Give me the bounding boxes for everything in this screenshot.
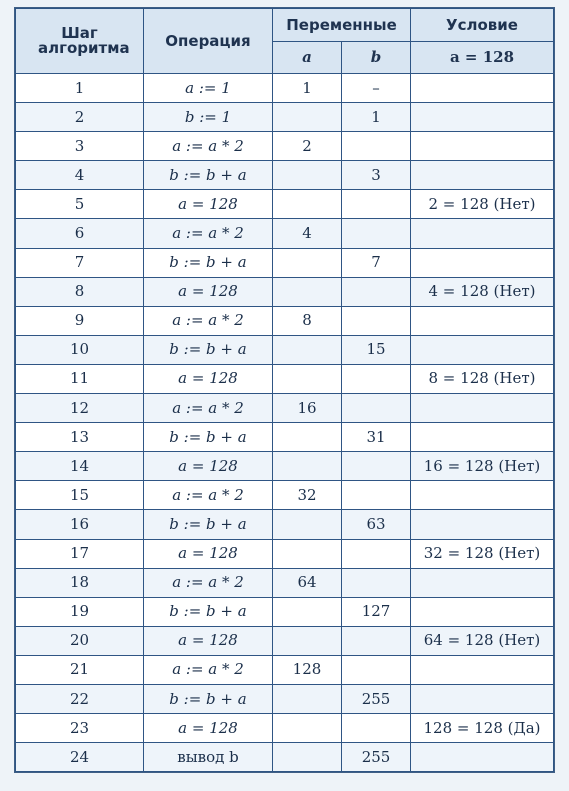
variable-a-cell	[273, 452, 342, 481]
operation-cell: a := a * 2	[144, 394, 273, 423]
operation-cell: вывод b	[144, 743, 273, 772]
variable-a-header: a	[273, 42, 342, 74]
variable-a-cell: 32	[273, 481, 342, 510]
variable-a-cell	[273, 597, 342, 626]
variable-b-cell: 255	[342, 684, 411, 713]
operation-cell: b := b + a	[144, 423, 273, 452]
table-row	[16, 161, 554, 190]
condition-cell	[411, 248, 554, 277]
variable-b-cell	[342, 364, 411, 393]
step-cell: 20	[16, 626, 144, 655]
table-row	[16, 364, 554, 393]
step-cell: 8	[16, 277, 144, 306]
step-cell: 4	[16, 161, 144, 190]
operation-cell: a := a * 2	[144, 132, 273, 161]
condition-cell: 4 = 128 (Нет)	[411, 277, 554, 306]
table-row	[16, 190, 554, 219]
table-row	[16, 423, 554, 452]
operation-cell: b := b + a	[144, 161, 273, 190]
step-cell: 11	[16, 364, 144, 393]
variables-column-header: Переменные	[273, 9, 411, 42]
step-cell: 2	[16, 103, 144, 132]
operation-cell: b := b + a	[144, 684, 273, 713]
operation-cell: a = 128	[144, 626, 273, 655]
step-cell: 16	[16, 510, 144, 539]
operation-cell: a := a * 2	[144, 481, 273, 510]
condition-cell: 16 = 128 (Нет)	[411, 452, 554, 481]
table-row	[16, 510, 554, 539]
condition-cell: 64 = 128 (Нет)	[411, 626, 554, 655]
condition-expression-header: a = 128	[411, 42, 554, 74]
operation-cell: a = 128	[144, 277, 273, 306]
variable-b-cell: 3	[342, 161, 411, 190]
variable-a-cell	[273, 626, 342, 655]
table-row	[16, 684, 554, 713]
condition-cell	[411, 394, 554, 423]
operation-cell: b := b + a	[144, 248, 273, 277]
table-row	[16, 481, 554, 510]
operation-cell: b := b + a	[144, 335, 273, 364]
condition-cell	[411, 161, 554, 190]
operation-cell: a := 1	[144, 74, 273, 103]
operation-cell: a = 128	[144, 714, 273, 743]
operation-column-header: Операция	[144, 9, 273, 74]
table-row	[16, 626, 554, 655]
condition-cell	[411, 568, 554, 597]
operation-cell: b := b + a	[144, 597, 273, 626]
operation-cell: a := a * 2	[144, 655, 273, 684]
variable-b-cell	[342, 190, 411, 219]
condition-cell	[411, 423, 554, 452]
condition-cell	[411, 103, 554, 132]
variable-a-cell	[273, 539, 342, 568]
variable-a-cell	[273, 190, 342, 219]
table-body	[16, 74, 554, 772]
condition-cell: 32 = 128 (Нет)	[411, 539, 554, 568]
table-row	[16, 568, 554, 597]
operation-cell: a := a * 2	[144, 568, 273, 597]
step-cell: 23	[16, 714, 144, 743]
condition-cell	[411, 743, 554, 772]
step-cell: 14	[16, 452, 144, 481]
step-cell: 6	[16, 219, 144, 248]
operation-cell: a := a * 2	[144, 306, 273, 335]
variable-b-cell: –	[342, 74, 411, 103]
table-row	[16, 219, 554, 248]
operation-cell: a = 128	[144, 364, 273, 393]
variable-b-header: b	[342, 42, 411, 74]
condition-cell	[411, 655, 554, 684]
condition-cell	[411, 74, 554, 103]
condition-cell	[411, 597, 554, 626]
variable-b-cell: 1	[342, 103, 411, 132]
variable-b-cell	[342, 132, 411, 161]
operation-cell: a = 128	[144, 539, 273, 568]
step-cell: 12	[16, 394, 144, 423]
variable-a-cell: 64	[273, 568, 342, 597]
table-row	[16, 132, 554, 161]
variable-a-cell: 16	[273, 394, 342, 423]
table-row	[16, 597, 554, 626]
table-row	[16, 248, 554, 277]
table-row	[16, 103, 554, 132]
step-cell: 7	[16, 248, 144, 277]
table-header	[16, 9, 554, 74]
variable-a-cell: 2	[273, 132, 342, 161]
step-cell: 22	[16, 684, 144, 713]
variable-b-cell	[342, 714, 411, 743]
step-cell: 10	[16, 335, 144, 364]
table-row	[16, 335, 554, 364]
step-cell: 21	[16, 655, 144, 684]
step-cell: 18	[16, 568, 144, 597]
table-row	[16, 394, 554, 423]
condition-cell: 2 = 128 (Нет)	[411, 190, 554, 219]
variable-b-cell: 63	[342, 510, 411, 539]
step-cell: 5	[16, 190, 144, 219]
variable-a-cell	[273, 423, 342, 452]
variable-a-cell	[273, 364, 342, 393]
table-row	[16, 277, 554, 306]
condition-cell	[411, 306, 554, 335]
variable-a-cell	[273, 510, 342, 539]
variable-a-cell	[273, 277, 342, 306]
operation-cell: a := a * 2	[144, 219, 273, 248]
variable-a-cell	[273, 103, 342, 132]
table-row	[16, 539, 554, 568]
condition-cell: 8 = 128 (Нет)	[411, 364, 554, 393]
variable-b-cell: 127	[342, 597, 411, 626]
variable-b-cell: 15	[342, 335, 411, 364]
variable-a-cell	[273, 714, 342, 743]
condition-cell	[411, 219, 554, 248]
variable-b-cell	[342, 219, 411, 248]
variable-b-cell: 255	[342, 743, 411, 772]
operation-cell: b := 1	[144, 103, 273, 132]
step-cell: 3	[16, 132, 144, 161]
variable-b-cell	[342, 306, 411, 335]
variable-a-cell	[273, 161, 342, 190]
operation-cell: a = 128	[144, 452, 273, 481]
variable-a-cell	[273, 248, 342, 277]
condition-cell	[411, 684, 554, 713]
table-row	[16, 452, 554, 481]
condition-cell	[411, 335, 554, 364]
variable-a-cell: 1	[273, 74, 342, 103]
step-cell: 24	[16, 743, 144, 772]
variable-b-cell	[342, 481, 411, 510]
table-row	[16, 714, 554, 743]
variable-b-cell	[342, 655, 411, 684]
variable-a-cell: 4	[273, 219, 342, 248]
step-cell: 1	[16, 74, 144, 103]
variable-b-cell	[342, 277, 411, 306]
variable-a-cell	[273, 743, 342, 772]
step-cell: 13	[16, 423, 144, 452]
condition-cell	[411, 510, 554, 539]
condition-cell: 128 = 128 (Да)	[411, 714, 554, 743]
variable-b-cell: 31	[342, 423, 411, 452]
table-row	[16, 655, 554, 684]
variable-b-cell: 7	[342, 248, 411, 277]
step-cell: 9	[16, 306, 144, 335]
operation-cell: a = 128	[144, 190, 273, 219]
condition-cell	[411, 481, 554, 510]
step-cell: 15	[16, 481, 144, 510]
table-row	[16, 743, 554, 772]
condition-cell	[411, 132, 554, 161]
condition-column-header: Условие	[411, 9, 554, 42]
step-column-header: Шаг алгоритма	[16, 9, 144, 74]
variable-a-cell	[273, 684, 342, 713]
variable-b-cell	[342, 568, 411, 597]
variable-a-cell: 8	[273, 306, 342, 335]
table-row	[16, 74, 554, 103]
variable-b-cell	[342, 626, 411, 655]
operation-cell: b := b + a	[144, 510, 273, 539]
step-cell: 19	[16, 597, 144, 626]
table-row	[16, 306, 554, 335]
variable-b-cell	[342, 539, 411, 568]
variable-b-cell	[342, 394, 411, 423]
variable-b-cell	[342, 452, 411, 481]
algorithm-trace-table	[15, 8, 554, 772]
variable-a-cell: 128	[273, 655, 342, 684]
step-cell: 17	[16, 539, 144, 568]
variable-a-cell	[273, 335, 342, 364]
